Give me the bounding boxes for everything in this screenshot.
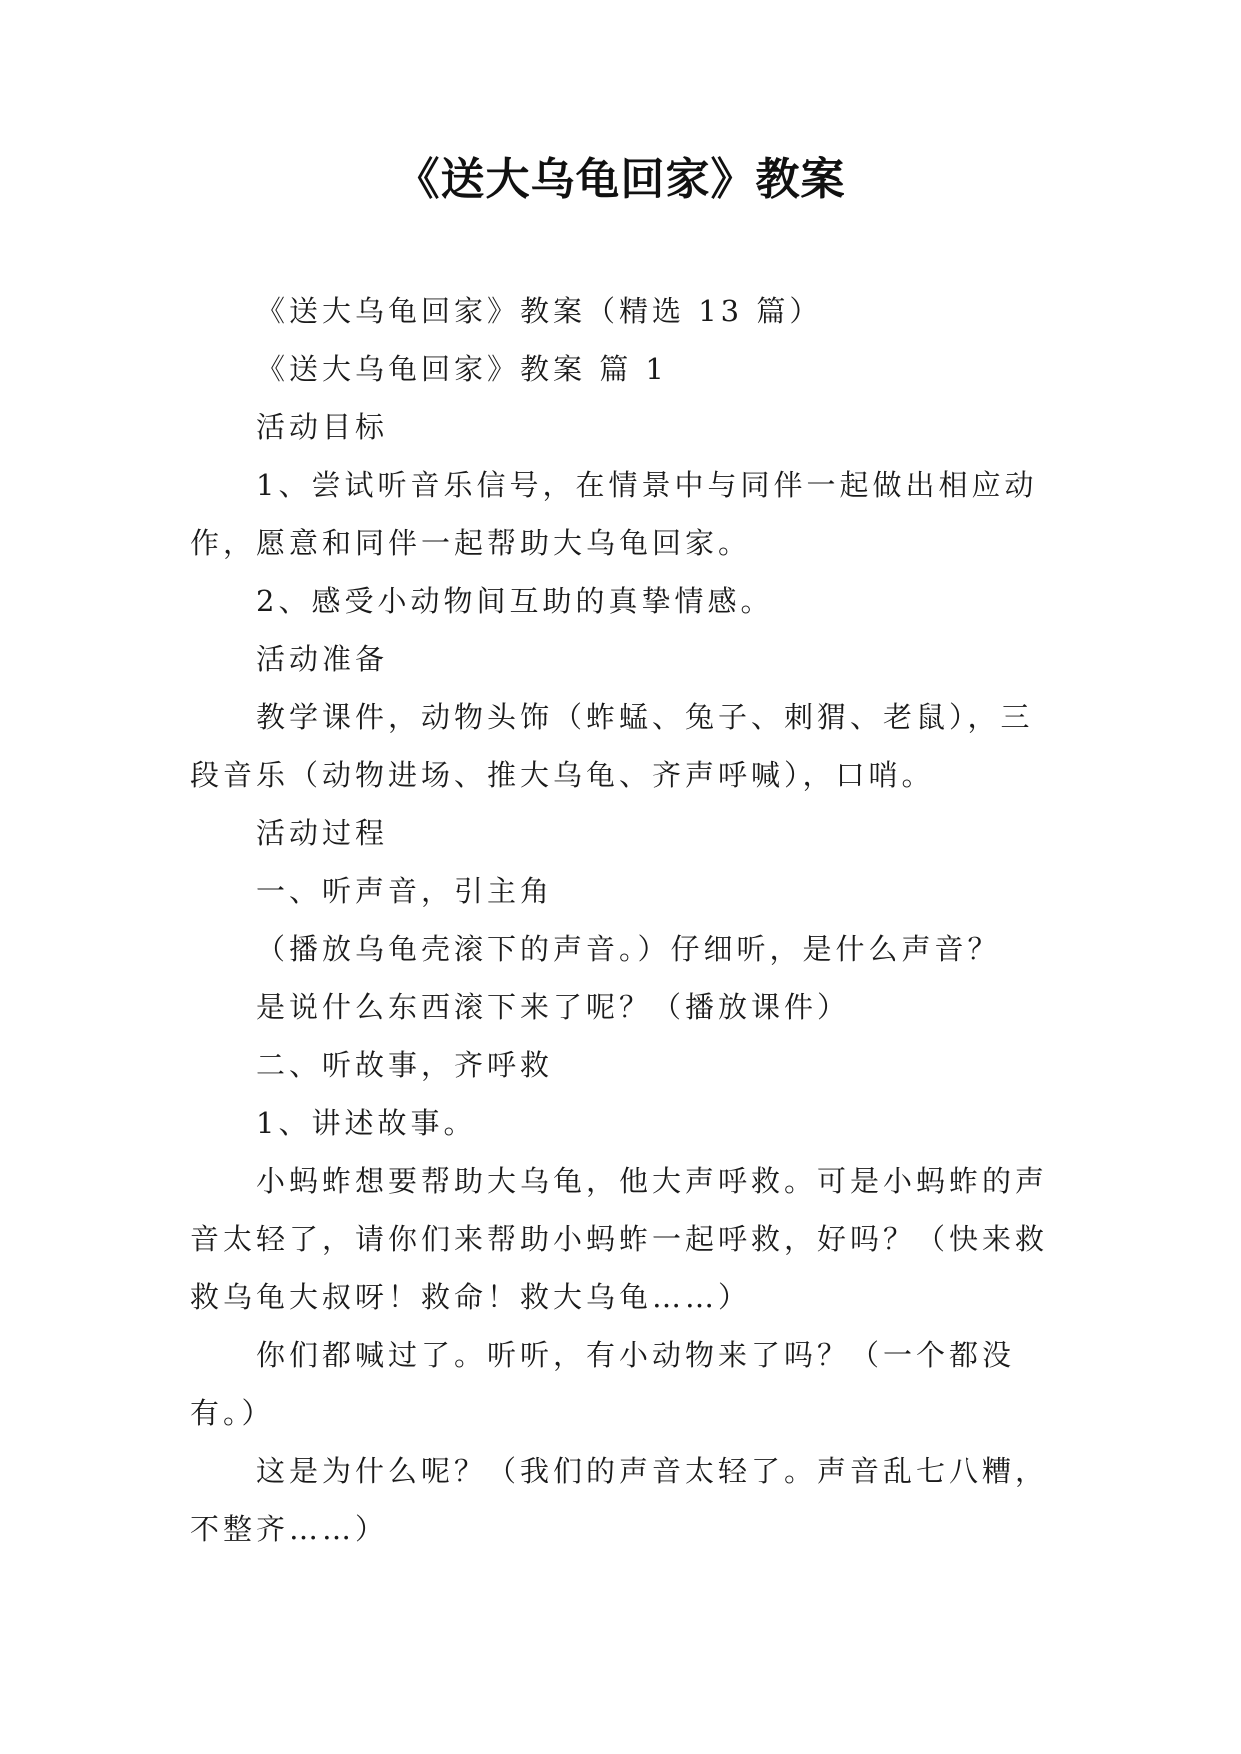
document-title: 《送大乌龟回家》教案 — [395, 154, 846, 205]
paragraph-heading-goals: 活动目标 — [256, 410, 389, 444]
paragraph-goal-1: 1、尝试听音乐信号，在情景中与同伴一起做出相应动作，愿意和同伴一起帮助大乌龟回家。 — [190, 468, 1038, 560]
paragraph-why: 这是为什么呢？（我们的声音太轻了。声音乱七八糟，不整齐……） — [190, 1454, 1049, 1546]
paragraph-subtitle: 《送大乌龟回家》教案（精选 13 篇） — [256, 294, 823, 328]
paragraph-listen: 你们都喊过了。听听，有小动物来了吗？（一个都没有。） — [190, 1338, 1016, 1430]
paragraph-story: 1、讲述故事。 — [256, 1106, 477, 1140]
paragraph-question: 是说什么东西滚下来了呢？（播放课件） — [256, 990, 851, 1024]
paragraph-goal-2: 2、感受小动物间互助的真挚情感。 — [256, 584, 774, 618]
paragraph-heading-preparation: 活动准备 — [256, 642, 389, 676]
paragraph-heading-process: 活动过程 — [256, 816, 389, 850]
paragraph-section-heading: 《送大乌龟回家》教案 篇 1 — [256, 352, 668, 386]
document-body — [190, 282, 1055, 1558]
paragraph-story-text: 小蚂蚱想要帮助大乌龟，他大声呼救。可是小蚂蚱的声音太轻了，请你们来帮助小蚂蚱一起呼救，好吗？（快来救救乌龟大叔呀！救命！救大乌龟……） — [190, 1164, 1049, 1314]
paragraph-step-1: 一、听声音，引主角 — [256, 874, 554, 908]
paragraph-step-2: 二、听故事，齐呼救 — [256, 1048, 554, 1082]
paragraph-materials: 教学课件，动物头饰（蚱蜢、兔子、刺猬、老鼠），三段音乐（动物进场、推大乌龟、齐声呼喊），口哨。 — [190, 700, 1034, 792]
paragraph-sound-prompt: （播放乌龟壳滚下的声音。）仔细听，是什么声音？ — [256, 932, 1001, 966]
